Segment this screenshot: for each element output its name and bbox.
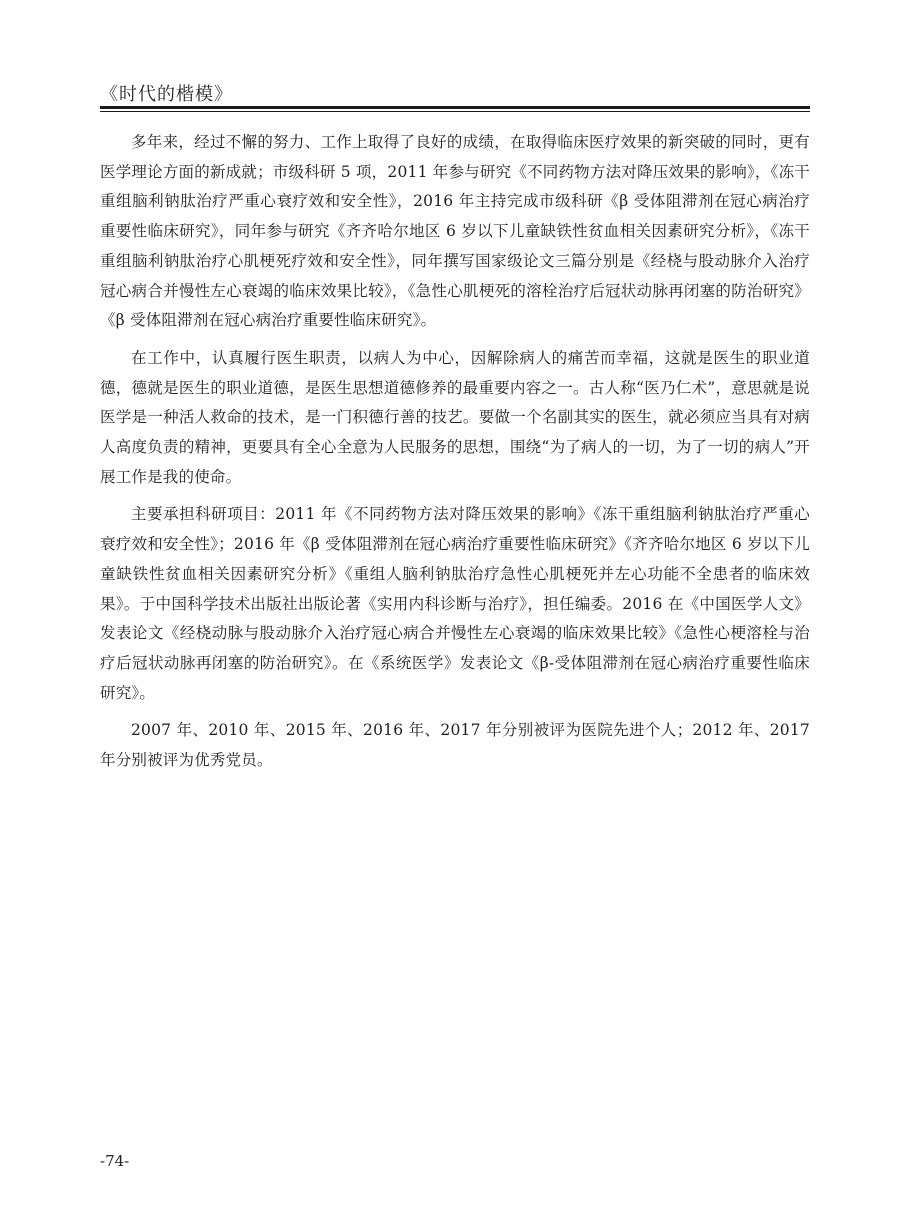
running-header-title: 《时代的楷模》: [100, 84, 233, 105]
body-text: [100, 128, 810, 784]
header-rule-thick: [100, 106, 810, 109]
paragraph-research-projects: 主要承担科研项目：2011 年《不同药物方法对降压效果的影响》《冻干重组脑利钠肽治疗严重心衰疗效和安全性》；2016 年《β 受体阻滞剂在冠心病治疗重要性临床研究》《齐齐哈尔地区 6 岁以下儿童缺铁性贫血相关因素研究分析》《重组人脑利钠肽治疗急性心肌梗死并左心功能不全患者的临床效果》。于中国科学技术出版社出版论著《实用内科诊断与治疗》，担任编委。2016 在《中国医学人文》发表论文《经桡动脉与股动脉介入治疗冠心病合并慢性左心衰竭的临床效果比较》《急性心梗溶栓与治疗后冠状动脉再闭塞的防治研究》。在《系统医学》发表论文《β-受体阻滞剂在冠心病治疗重要性临床研究》。: [100, 505, 810, 702]
paragraph-research-achievements: 多年来，经过不懈的努力、工作上取得了良好的成绩，在取得临床医疗效果的新突破的同时，更有医学理论方面的新成就；市级科研 5 项，2011 年参与研究《不同药物方法对降压效果的影响》，《冻干重组脑利钠肽治疗严重心衰疗效和安全性》，2016 年主持完成市级科研《β 受体阻滞剂在冠心病治疗重要性临床研究》，同年参与研究《齐齐哈尔地区 6 岁以下儿童缺铁性贫血相关因素研究分析》，《冻干重组脑利钠肽治疗心肌梗死疗效和安全性》，同年撰写国家级论文三篇分别是《经桡与股动脉介入治疗冠心病合并慢性左心衰竭的临床效果比较》，《急性心肌梗死的溶栓治疗后冠状动脉再闭塞的防治研究》《β 受体阻滞剂在冠心病治疗重要性临床研究》。: [100, 133, 810, 330]
paragraph-medical-ethics: 在工作中，认真履行医生职责，以病人为中心，因解除病人的痛苦而幸福，这就是医生的职业道德，德就是医生的职业道德，是医生思想道德修养的最重要内容之一。古人称“医乃仁术”，意思就是说医学是一种活人救命的技术，是一门积德行善的技艺。要做一个名副其实的医生，就必须应当具有对病人高度负责的精神，更要具有全心全意为人民服务的思想，围绕“为了病人的一切，为了一切的病人”开展工作是我的使命。: [100, 348, 810, 486]
page-number: -74-: [100, 1152, 130, 1170]
paragraph-honors: 2007 年、2010 年、2015 年、2016 年、2017 年分别被评为医院先进个人；2012 年、2017 年分别被评为优秀党员。: [100, 721, 810, 770]
header-rule-thin: [100, 111, 810, 112]
